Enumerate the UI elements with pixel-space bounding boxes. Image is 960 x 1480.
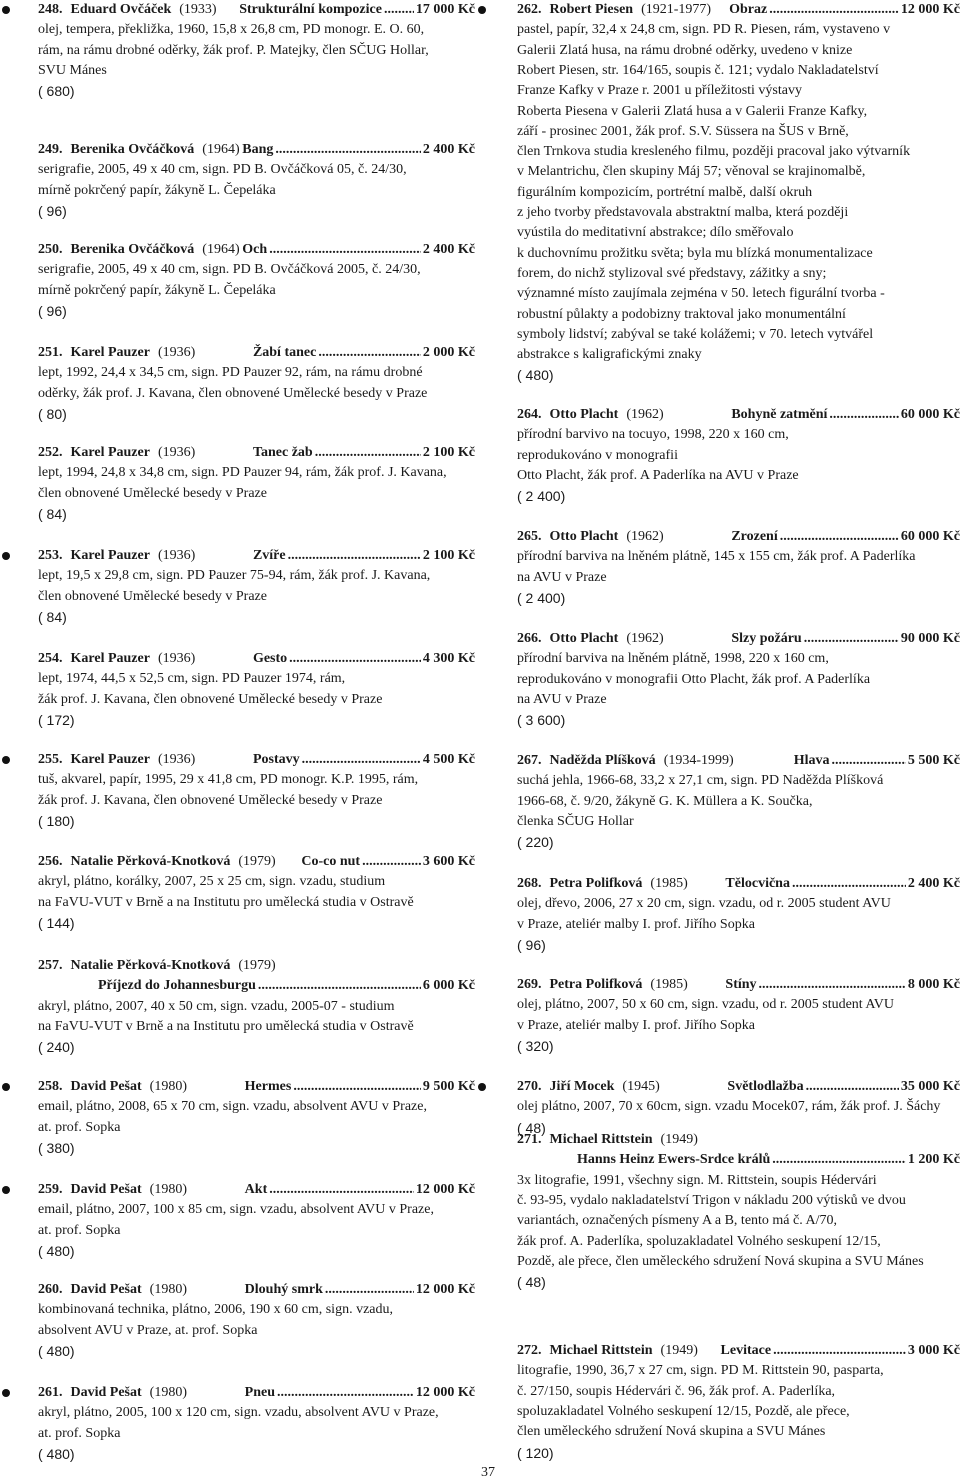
- description-line: email, plátno, 2007, 100 x 85 cm, sign. vzadu, absolvent AVU v Praze,: [38, 1202, 434, 1218]
- description-line: kombinovaná technika, plátno, 2006, 190 x 60 cm, sign. vzadu,: [38, 1302, 393, 1318]
- description-line: olej, plátno, 2007, 50 x 60 cm, sign. vzadu, od r. 2005 student AVU: [517, 997, 894, 1013]
- description-line: tuš, akvarel, papír, 1995, 29 x 41,8 cm, PD monogr. K.P. 1995, rám,: [38, 772, 419, 788]
- dot-leader: [780, 527, 899, 547]
- description-line: žák prof. A. Paderlíka, spoluzakladatel Volného seskupení 12/15,: [517, 1233, 881, 1249]
- entry-header: [38, 1383, 475, 1403]
- lot-number: 262.: [517, 2, 542, 17]
- dot-leader: [315, 443, 421, 463]
- entry-header: [517, 874, 960, 894]
- artist-name: David Pešat: [70, 1079, 142, 1094]
- description-line: symboly lidství; zabýval se také kolážemi; v 70. letech vytvářel: [517, 326, 874, 342]
- description-line: Robert Piesen, str. 164/165, soupis č. 121; vydalo Nakladatelství: [517, 62, 879, 78]
- price: 60 000 Kč: [900, 529, 960, 544]
- artist-years: (1964): [202, 242, 240, 257]
- artist-years: (1964): [202, 142, 240, 157]
- artist-name: Natalie Pěrková-Knotková: [70, 958, 231, 973]
- artwork-title: Gesto: [252, 651, 288, 666]
- entry-header: [38, 956, 475, 976]
- dot-leader: [792, 874, 906, 894]
- artwork-title: Světlodlažba: [727, 1079, 804, 1094]
- artist-name: Naděžda Plíšková: [549, 753, 656, 768]
- artwork-title: Dlouhý smrk: [244, 1282, 323, 1297]
- entry-header: [38, 0, 475, 20]
- euro-price: ( 96): [38, 302, 67, 319]
- euro-price: ( 144): [38, 914, 75, 931]
- dot-leader: [362, 852, 421, 872]
- dot-leader: [806, 1077, 899, 1097]
- description-line: lept, 1994, 24,8 x 34,8 cm, sign. PD Pauzer 94, rám, žák prof. J. Kavana,: [38, 465, 447, 481]
- euro-price: ( 80): [38, 405, 67, 422]
- artist-years: (1945): [622, 1079, 660, 1094]
- artwork-title: Hermes: [244, 1079, 292, 1094]
- dot-leader: [769, 0, 899, 20]
- description-line: absolvent AVU v Praze, at. prof. Sopka: [38, 1322, 258, 1338]
- artist-name: Jiří Mocek: [549, 1079, 615, 1094]
- artist-years: (1980): [149, 1182, 187, 1197]
- artist-years: (1979): [238, 958, 276, 973]
- artist-years: (1962): [626, 631, 664, 646]
- description-line: olej, tempera, překližka, 1960, 15,8 x 26,8 cm, PD monogr. E. O. 60,: [38, 22, 425, 38]
- bullet-dot-icon: [478, 6, 486, 14]
- entry-header: [38, 240, 475, 260]
- description-line: významné místo zaujímala zejména v 50. letech figurální tvorba -: [517, 286, 885, 302]
- entry-header: [38, 443, 475, 463]
- dot-leader: [325, 1280, 414, 1300]
- price: 12 000 Kč: [415, 1385, 475, 1400]
- artist-name: David Pešat: [70, 1182, 142, 1197]
- artist-name: Michael Rittstein: [549, 1132, 653, 1147]
- price: 60 000 Kč: [900, 407, 960, 422]
- description-line: olej plátno, 2007, 70 x 60cm, sign. vzadu Mocek07, rám, žák prof. J. Šáchy: [517, 1099, 941, 1115]
- description-line: člen Trnkova studia kresleného filmu, později pracoval jako výtvarník: [517, 144, 911, 160]
- artist-years: (1933): [179, 2, 217, 17]
- entry-header: [517, 527, 960, 547]
- artist-name: Natalie Pěrková-Knotková: [70, 854, 231, 869]
- euro-price: ( 380): [38, 1139, 75, 1156]
- price: 12 000 Kč: [900, 2, 960, 17]
- dot-leader: [269, 1180, 414, 1200]
- bullet-dot-icon: [2, 1083, 10, 1091]
- lot-number: 251.: [38, 345, 63, 360]
- lot-number: 272.: [517, 1343, 542, 1358]
- entry-header: [517, 1341, 960, 1361]
- bullet-dot-icon: [2, 552, 10, 560]
- artist-name: Otto Placht: [549, 631, 619, 646]
- description-line: rám, na rámu drobné oděrky, žák prof. P. Matejky, člen SČUG Hollar,: [38, 42, 429, 58]
- price: 5 500 Kč: [907, 753, 960, 768]
- lot-number: 249.: [38, 142, 63, 157]
- entry-title-line: [38, 976, 475, 996]
- artwork-title: Postavy: [252, 752, 300, 767]
- description-line: robustní půlakty a podobizny traktoval jako monumentální: [517, 306, 846, 322]
- description-line: oděrky, žák prof. J. Kavana, člen obnovené Umělecké besedy v Praze: [38, 385, 428, 401]
- artist-years: (1985): [650, 977, 688, 992]
- lot-number: 254.: [38, 651, 63, 666]
- description-line: at. prof. Sopka: [38, 1425, 121, 1441]
- artist-years: (1980): [149, 1385, 187, 1400]
- description-line: v Melantrichu, člen skupiny Máj 57; věnoval se krajinomalbě,: [517, 164, 866, 180]
- artist-years: (1936): [157, 548, 196, 563]
- artwork-title: Tělocvična: [725, 876, 790, 891]
- dot-leader: [277, 1383, 414, 1403]
- artist-name: Karel Pauzer: [70, 752, 150, 767]
- artist-years: (1949): [660, 1132, 698, 1147]
- price: 2 100 Kč: [422, 445, 475, 460]
- artwork-title: Co-co nut: [301, 854, 361, 869]
- entry-header: [38, 343, 475, 363]
- bullet-dot-icon: [478, 1083, 486, 1091]
- price: 3 600 Kč: [422, 854, 475, 869]
- entry-header: [517, 1077, 960, 1097]
- artwork-title: Pneu: [244, 1385, 276, 1400]
- price: 8 000 Kč: [907, 977, 960, 992]
- euro-price: ( 84): [38, 505, 67, 522]
- euro-price: ( 3 600): [517, 712, 566, 729]
- artwork-title: Zrození: [731, 529, 778, 544]
- euro-price: ( 240): [38, 1039, 75, 1056]
- description-line: na FaVU-VUT v Brně a na Institutu pro umělecká studia v Ostravě: [38, 1018, 414, 1034]
- description-line: akryl, plátno, korálky, 2007, 25 x 25 cm, sign. vzadu, studium: [38, 874, 386, 890]
- artist-name: Berenika Ovčáčková: [70, 242, 195, 257]
- dot-leader: [773, 1341, 906, 1361]
- lot-number: 261.: [38, 1385, 63, 1400]
- description-line: at. prof. Sopka: [38, 1222, 121, 1238]
- artist-years: (1979): [238, 854, 276, 869]
- artist-name: Otto Placht: [549, 407, 619, 422]
- description-line: člen uměleckého sdružení Nová skupina a SVU Mánes: [517, 1424, 826, 1440]
- description-line: přírodní barviva na lněném plátně, 145 x 155 cm, žák prof. A Paderlíka: [517, 549, 916, 565]
- artist-name: David Pešat: [70, 1385, 142, 1400]
- description-line: Franze Kafky v Praze r. 2001 u příležitosti výstavy: [517, 83, 802, 99]
- description-line: akryl, plátno, 2007, 40 x 50 cm, sign. vzadu, 2005-07 - studium: [38, 998, 395, 1014]
- entry-header: [38, 649, 475, 669]
- description-line: SVU Mánes: [38, 62, 107, 78]
- euro-price: ( 480): [38, 1242, 75, 1259]
- description-line: mírně pokrčený papír, žákyně L. Čepeláka: [38, 182, 276, 198]
- description-line: Otto Placht, žák prof. A Paderlíka na AVU v Praze: [517, 467, 799, 483]
- artist-years: (1985): [650, 876, 688, 891]
- entry-header: [38, 750, 475, 770]
- lot-number: 266.: [517, 631, 542, 646]
- description-line: č. 93-95, vydalo nakladatelství Trigon v nákladu 200 výtisků ve dvou: [517, 1192, 906, 1208]
- entry-header: [517, 629, 960, 649]
- artist-years: (1936): [157, 752, 196, 767]
- artist-years: (1936): [157, 345, 196, 360]
- price: 2 400 Kč: [422, 242, 475, 257]
- entry-header: [517, 405, 960, 425]
- entry-header: [517, 1130, 960, 1150]
- artwork-title: Hlava: [793, 753, 830, 768]
- artwork-title: Levitace: [720, 1343, 772, 1358]
- artwork-title: Bohyně zatmění: [731, 407, 828, 422]
- price: 2 400 Kč: [422, 142, 475, 157]
- lot-number: 270.: [517, 1079, 542, 1094]
- euro-price: ( 480): [38, 1445, 75, 1462]
- artwork-title: Strukturální kompozice: [239, 2, 382, 17]
- bullet-dot-icon: [2, 6, 10, 14]
- description-line: z jeho tvorby představovala abstraktní malba, která později: [517, 205, 849, 220]
- dot-leader: [831, 751, 905, 771]
- price: 4 300 Kč: [422, 651, 475, 666]
- dot-leader: [293, 1077, 421, 1097]
- bullet-dot-icon: [2, 756, 10, 764]
- bullet-dot-icon: [2, 1389, 10, 1397]
- description-line: přírodní barvivo na tocuyo, 1998, 220 x 160 cm,: [517, 427, 789, 443]
- artist-years: (1921-1977): [641, 2, 712, 17]
- euro-price: ( 120): [517, 1444, 554, 1461]
- artist-name: Otto Placht: [549, 529, 619, 544]
- description-line: 3x litografie, 1991, všechny sign. M. Rittstein, soupis Hédervári: [517, 1172, 877, 1188]
- description-line: Pozdě, ale přece, člen uměleckého sdružení Nová skupina a SVU Mánes: [517, 1253, 924, 1269]
- price: 2 000 Kč: [422, 345, 475, 360]
- euro-price: ( 320): [517, 1037, 554, 1054]
- entry-header: [517, 0, 960, 20]
- lot-number: 259.: [38, 1182, 63, 1197]
- lot-number: 265.: [517, 529, 542, 544]
- euro-price: ( 48): [517, 1274, 546, 1291]
- description-line: člen obnovené Umělecké besedy v Praze: [38, 485, 267, 501]
- artwork-title: Žabí tanec: [252, 345, 317, 360]
- lot-number: 248.: [38, 2, 63, 17]
- artist-name: Karel Pauzer: [70, 345, 150, 360]
- artist-name: Michael Rittstein: [549, 1343, 653, 1358]
- artist-name: Berenika Ovčáčková: [70, 142, 195, 157]
- entry-header: [38, 852, 475, 872]
- dot-leader: [269, 240, 421, 260]
- description-line: v Praze, ateliér malby I. prof. Jiřího Sopka: [517, 1017, 755, 1033]
- price: 6 000 Kč: [422, 978, 475, 994]
- description-line: k duchovnímu prožitku světa; byla mu blízká monumentalizace: [517, 245, 873, 261]
- description-line: reprodukováno v monografii: [517, 447, 678, 463]
- description-line: pastel, papír, 32,4 x 24,8 cm, sign. PD R. Piesen, rám, vystaveno v: [517, 22, 891, 38]
- lot-number: 269.: [517, 977, 542, 992]
- dot-leader: [275, 140, 420, 160]
- description-line: lept, 1974, 44,5 x 52,5 cm, sign. PD Pauzer 1974, rám,: [38, 671, 346, 687]
- artist-name: Karel Pauzer: [70, 548, 150, 563]
- entry-header: [38, 546, 475, 566]
- description-line: reprodukováno v monografii Otto Placht, žák prof. A Paderlíka: [517, 671, 871, 687]
- description-line: olej, dřevo, 2006, 27 x 20 cm, sign. vzadu, od r. 2005 student AVU: [517, 896, 891, 912]
- euro-price: ( 84): [38, 608, 67, 625]
- lot-number: 264.: [517, 407, 542, 422]
- artist-name: Karel Pauzer: [70, 651, 150, 666]
- dot-leader: [318, 343, 421, 363]
- description-line: č. 27/150, soupis Hédervári č. 96, žák prof. A. Paderlíka,: [517, 1383, 836, 1399]
- lot-number: 256.: [38, 854, 63, 869]
- description-line: září - prosinec 2001, žák prof. S.V. Süssera na ŠUS v Brně,: [517, 123, 849, 139]
- description-line: at. prof. Sopka: [38, 1119, 121, 1135]
- dot-leader: [384, 0, 414, 20]
- description-line: suchá jehla, 1966-68, 33,2 x 27,1 cm, sign. PD Naděžda Plíšková: [517, 773, 884, 789]
- description-line: na AVU v Praze: [517, 569, 607, 585]
- description-line: figurálním kompozicím, portrétní malbě, další okruh: [517, 184, 813, 200]
- artist-years: (1949): [660, 1343, 698, 1358]
- entry-header: [38, 1280, 475, 1300]
- artist-years: (1962): [626, 529, 664, 544]
- lot-number: 267.: [517, 753, 542, 768]
- artist-name: Robert Piesen: [549, 2, 634, 17]
- lot-number: 252.: [38, 445, 63, 460]
- entry-header: [38, 140, 475, 160]
- euro-price: ( 480): [517, 367, 554, 384]
- description-line: email, plátno, 2008, 65 x 70 cm, sign. vzadu, absolvent AVU v Praze,: [38, 1099, 427, 1115]
- artist-name: David Pešat: [70, 1282, 142, 1297]
- price: 2 100 Kč: [422, 548, 475, 563]
- artwork-title: Och: [242, 242, 268, 257]
- artist-name: Eduard Ovčáček: [70, 2, 172, 17]
- description-line: v Praze, ateliér malby I. prof. Jiřího Sopka: [517, 916, 755, 932]
- price: 12 000 Kč: [415, 1282, 475, 1297]
- artist-name: Petra Polifková: [549, 977, 643, 992]
- lot-number: 260.: [38, 1282, 63, 1297]
- dot-leader: [302, 750, 421, 770]
- description-line: litografie, 1990, 36,7 x 27 cm, sign. PD M. Rittstein 90, pasparta,: [517, 1363, 884, 1379]
- euro-price: ( 48): [517, 1119, 546, 1136]
- bullet-dot-icon: [2, 1186, 10, 1194]
- description-line: vyústila do meditativní abstrakce; dílo směřovalo: [517, 225, 794, 241]
- price: 35 000 Kč: [900, 1079, 960, 1094]
- dot-leader: [258, 976, 421, 996]
- artwork-title: Obraz: [729, 2, 768, 17]
- description-line: členka SČUG Hollar: [517, 813, 634, 829]
- artwork-title: Akt: [244, 1182, 268, 1197]
- price: 9 500 Kč: [422, 1079, 475, 1094]
- entry-header: [38, 1077, 475, 1097]
- entry-header: [517, 975, 960, 995]
- euro-price: ( 172): [38, 711, 75, 728]
- euro-price: ( 180): [38, 812, 75, 829]
- price: 12 000 Kč: [415, 1182, 475, 1197]
- description-line: lept, 19,5 x 29,8 cm, sign. PD Pauzer 75-94, rám, žák prof. J. Kavana,: [38, 568, 431, 584]
- entry-header: [38, 1180, 475, 1200]
- euro-price: ( 480): [38, 1342, 75, 1359]
- description-line: forem, do nichž stylizoval své představy, zážitky a sny;: [517, 265, 827, 281]
- artwork-title: Bang: [242, 142, 274, 157]
- artist-years: (1936): [157, 651, 196, 666]
- page-number: 37: [481, 1465, 495, 1480]
- artist-name: Petra Polifková: [549, 876, 643, 891]
- price: 17 000 Kč: [415, 2, 475, 17]
- lot-number: 258.: [38, 1079, 63, 1094]
- dot-leader: [288, 546, 421, 566]
- lot-number: 253.: [38, 548, 63, 563]
- euro-price: ( 680): [38, 83, 75, 100]
- description-line: Roberta Piesena v Galerii Zlatá husa a v Galerii Franze Kafky,: [517, 103, 868, 119]
- description-line: Galerii Zlatá husa, na rámu drobné oděrky, uvedeno v knize: [517, 42, 853, 58]
- description-line: člen obnovené Umělecké besedy v Praze: [38, 588, 267, 604]
- artist-years: (1980): [149, 1079, 187, 1094]
- entry-header: [517, 751, 960, 771]
- lot-number: 271.: [517, 1132, 542, 1147]
- description-line: spoluzakladatel Volného seskupení 12/15, Pozdě, ale přece,: [517, 1403, 850, 1419]
- description-line: akryl, plátno, 2005, 100 x 120 cm, sign. vzadu, absolvent AVU v Praze,: [38, 1405, 439, 1421]
- price: 3 000 Kč: [907, 1343, 960, 1358]
- artwork-title: Příjezd do Johannesburgu: [98, 978, 256, 994]
- dot-leader: [759, 975, 906, 995]
- description-line: žák prof. J. Kavana, člen obnovené Umělecké besedy v Praze: [38, 691, 383, 707]
- entry-title-line: [517, 1150, 960, 1170]
- dot-leader: [289, 649, 421, 669]
- artwork-title: Zvíře: [252, 548, 286, 563]
- artist-years: (1980): [149, 1282, 187, 1297]
- price: 1 200 Kč: [907, 1152, 960, 1168]
- price: 90 000 Kč: [900, 631, 960, 646]
- price: 4 500 Kč: [422, 752, 475, 767]
- lot-number: 257.: [38, 958, 63, 973]
- description-line: žák prof. J. Kavana, člen obnovené Umělecké besedy v Praze: [38, 792, 383, 808]
- artwork-title: Tanec žab: [252, 445, 313, 460]
- description-line: serigrafie, 2005, 49 x 40 cm, sign. PD B. Ovčáčková 2005, č. 24/30,: [38, 262, 421, 278]
- lot-number: 255.: [38, 752, 63, 767]
- description-line: na AVU v Praze: [517, 691, 607, 707]
- dot-leader: [804, 629, 899, 649]
- artist-name: Karel Pauzer: [70, 445, 150, 460]
- description-line: mírně pokrčený papír, žákyně L. Čepeláka: [38, 282, 276, 298]
- description-line: na FaVU-VUT v Brně a na Institutu pro umělecká studia v Ostravě: [38, 894, 414, 910]
- euro-price: ( 96): [38, 202, 67, 219]
- artist-years: (1962): [626, 407, 664, 422]
- artwork-title: Slzy požáru: [731, 631, 802, 646]
- euro-price: ( 220): [517, 834, 554, 851]
- lot-number: 268.: [517, 876, 542, 891]
- artist-years: (1936): [157, 445, 196, 460]
- lot-number: 250.: [38, 242, 63, 257]
- euro-price: ( 2 400): [517, 488, 566, 505]
- description-line: abstrakce s kaligrafickými znaky: [517, 347, 702, 363]
- description-line: lept, 1992, 24,4 x 34,5 cm, sign. PD Pauzer 92, rám, na rámu drobné: [38, 365, 423, 381]
- description-line: přírodní barviva na lněném plátně, 1998, 220 x 160 cm,: [517, 651, 829, 667]
- artist-years: (1934-1999): [663, 753, 734, 768]
- description-line: serigrafie, 2005, 49 x 40 cm, sign. PD B. Ovčáčková 05, č. 24/30,: [38, 162, 407, 178]
- euro-price: ( 96): [517, 936, 546, 953]
- euro-price: ( 2 400): [517, 589, 566, 606]
- artwork-title: Hanns Heinz Ewers-Srdce králů: [577, 1152, 771, 1168]
- description-line: 1966-68, č. 9/20, žákyně G. K. Müllera a K. Součka,: [517, 793, 813, 809]
- dot-leader: [772, 1150, 906, 1170]
- dot-leader: [829, 405, 899, 425]
- description-line: variantách, označených písmeny A a B, tento má č. A/70,: [517, 1213, 837, 1229]
- artwork-title: Stíny: [725, 977, 757, 992]
- price: 2 400 Kč: [907, 876, 960, 891]
